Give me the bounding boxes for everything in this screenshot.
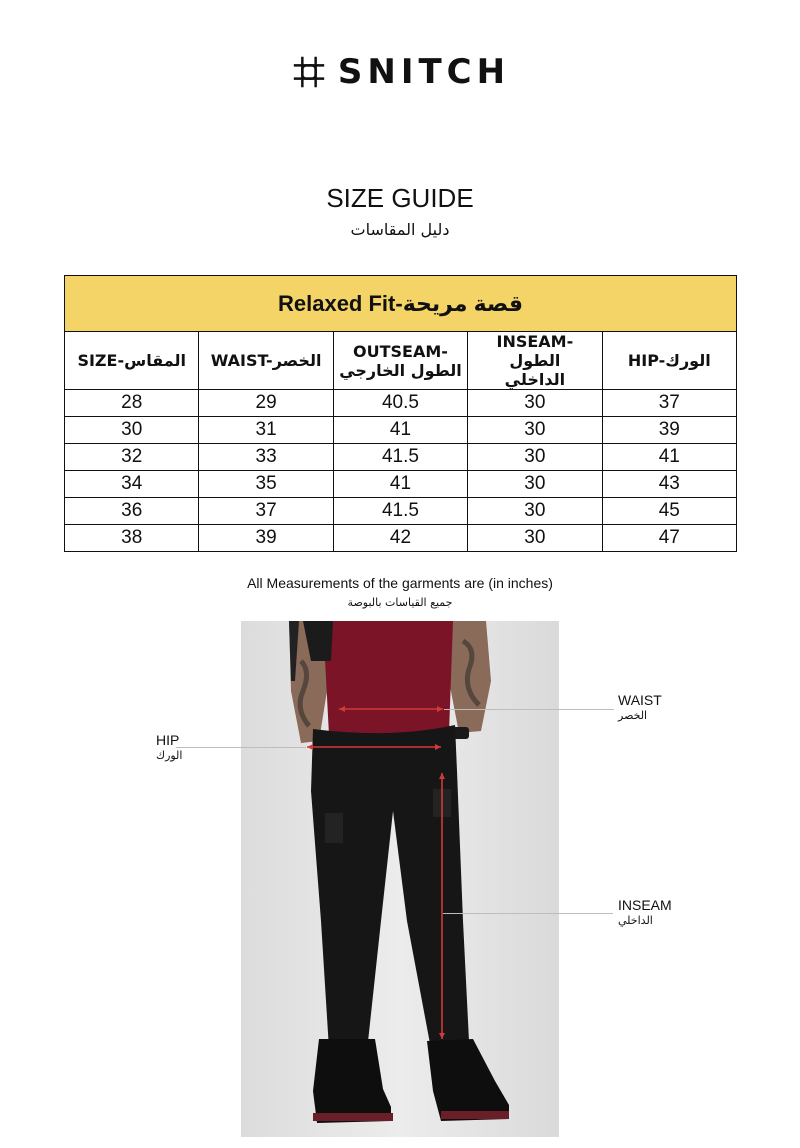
table-row [65, 417, 737, 444]
cell-hip: 37 [602, 390, 736, 417]
cell-size: 34 [65, 471, 199, 498]
inseam-label: INSEAM [618, 897, 672, 913]
col-inseam: INSEAM-الطول الداخلي [468, 332, 602, 390]
cell-size: 32 [65, 444, 199, 471]
size-table [64, 275, 737, 552]
cell-outseam: 41 [333, 417, 467, 444]
brand-name: SNITCH [337, 52, 511, 92]
cell-waist: 35 [199, 471, 333, 498]
waist-label-arabic: الخصر [618, 709, 648, 722]
cell-hip: 39 [602, 417, 736, 444]
model-illustration [241, 621, 559, 1137]
col-outseam: OUTSEAM- الطول الخارجي [333, 332, 467, 390]
cell-waist: 31 [199, 417, 333, 444]
table-row [65, 498, 737, 525]
cell-outseam: 41.5 [333, 444, 467, 471]
hip-callout [156, 732, 182, 762]
column-headers [65, 332, 737, 390]
cell-outseam: 40.5 [333, 390, 467, 417]
cell-inseam: 30 [468, 525, 602, 552]
inseam-leader-line [443, 913, 613, 914]
measurement-note-arabic: جميع القياسات بالبوصة [347, 596, 453, 609]
model-photo [241, 621, 559, 1137]
col-hip: HIP-الورك [602, 332, 736, 390]
cell-outseam: 41.5 [333, 498, 467, 525]
shirt [323, 621, 453, 740]
fit-header: Relaxed Fit-قصة مريحة [65, 276, 737, 332]
table-row [65, 471, 737, 498]
cell-size: 28 [65, 390, 199, 417]
cell-hip: 47 [602, 525, 736, 552]
hip-leader-line [176, 747, 306, 748]
page-title-arabic: دليل المقاسات [350, 220, 450, 239]
hash-knot-icon [290, 53, 328, 91]
cell-waist: 29 [199, 390, 333, 417]
cell-outseam: 42 [333, 525, 467, 552]
cell-size: 36 [65, 498, 199, 525]
cell-outseam: 41 [333, 471, 467, 498]
cell-inseam: 30 [468, 390, 602, 417]
brand-logo [0, 50, 800, 94]
cell-waist: 37 [199, 498, 333, 525]
cell-hip: 43 [602, 471, 736, 498]
inseam-label-arabic: الداخلي [618, 914, 653, 927]
waist-label: WAIST [618, 692, 662, 708]
waist-callout [618, 692, 662, 722]
hip-label: HIP [156, 732, 180, 748]
cell-inseam: 30 [468, 498, 602, 525]
cell-hip: 41 [602, 444, 736, 471]
cell-inseam: 30 [468, 444, 602, 471]
table-row [65, 444, 737, 471]
cell-waist: 39 [199, 525, 333, 552]
hip-label-arabic: الورك [156, 749, 183, 762]
waist-leader-line [444, 709, 614, 710]
cell-size: 30 [65, 417, 199, 444]
table-row [65, 390, 737, 417]
inseam-callout [618, 897, 672, 927]
cell-size: 38 [65, 525, 199, 552]
cell-waist: 33 [199, 444, 333, 471]
measurement-note: All Measurements of the garments are (in inches) [247, 575, 553, 591]
col-waist: WAIST-الخصر [199, 332, 333, 390]
cell-inseam: 30 [468, 417, 602, 444]
table-row [65, 525, 737, 552]
cell-inseam: 30 [468, 471, 602, 498]
page-title: SIZE GUIDE [326, 183, 474, 213]
cell-hip: 45 [602, 498, 736, 525]
col-size: SIZE-المقاس [65, 332, 199, 390]
